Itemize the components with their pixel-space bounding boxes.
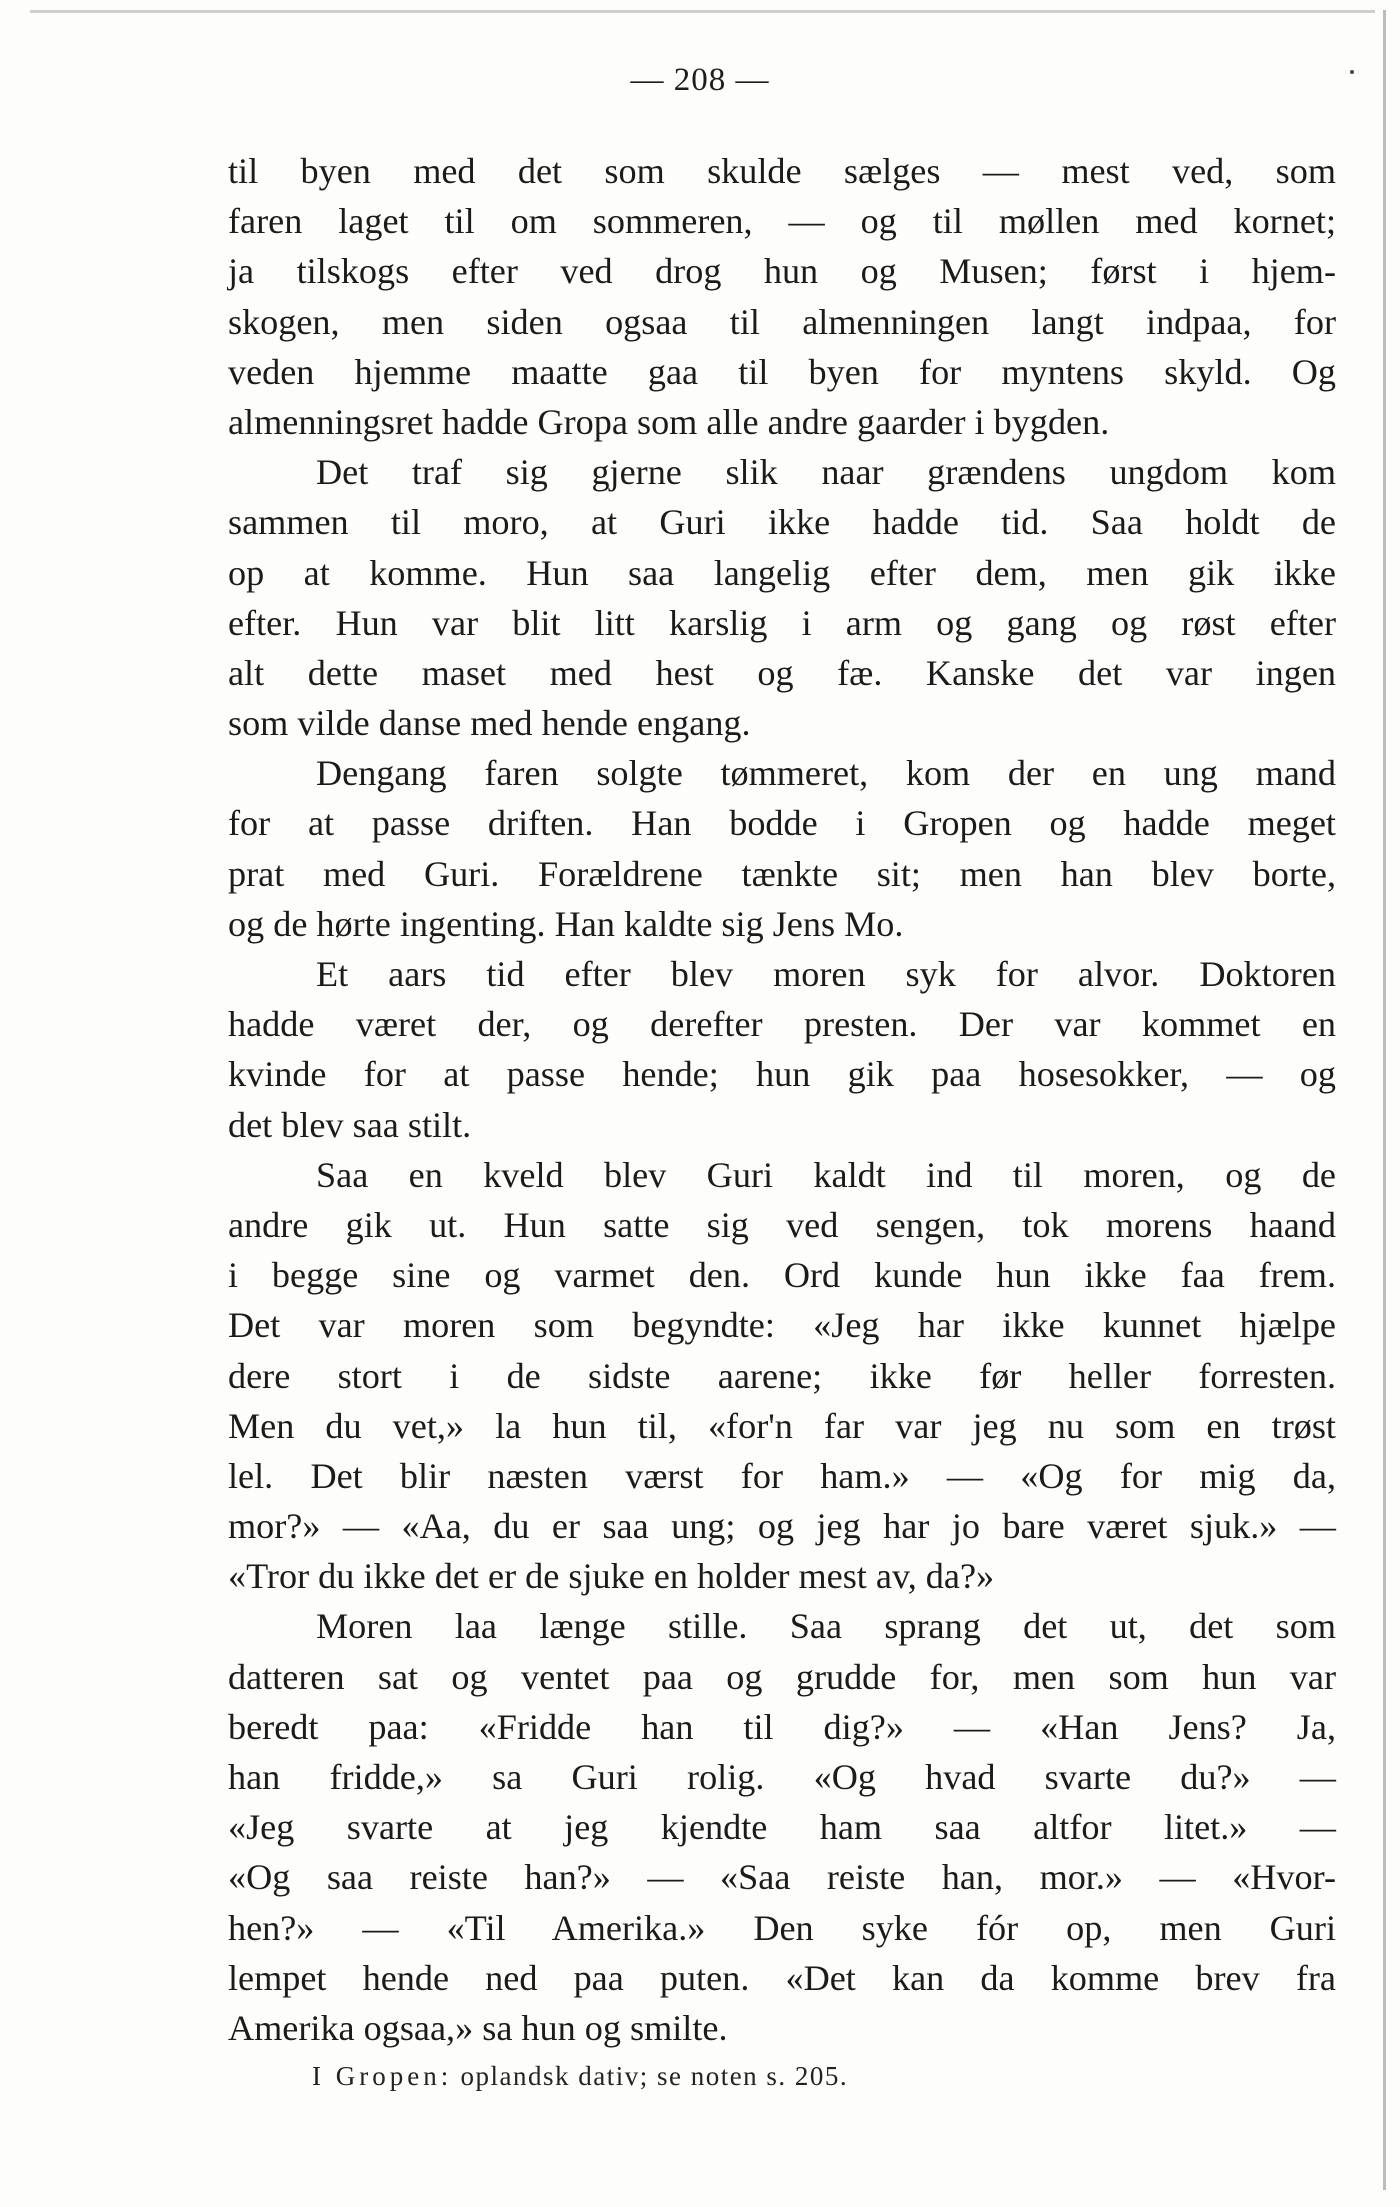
text-line: ja tilskogs efter ved drog hun og Musen; først i hjem-: [228, 251, 1336, 292]
text-line: Et aars tid efter blev moren syk for alvor. Doktoren: [316, 954, 1336, 994]
text-line: mor?» — «Aa, du er saa ung; og jeg har jo bare været sjuk.» —: [228, 1506, 1336, 1547]
text-line: faren laget til om sommeren, — og til møllen med kornet;: [228, 201, 1336, 242]
text-line: i begge sine og varmet den. Ord kunde hun ikke faa frem.: [228, 1255, 1336, 1296]
text-line: hadde været der, og derefter presten. Der var kommet en: [228, 1004, 1336, 1045]
text-line: andre gik ut. Hun satte sig ved sengen, tok morens haand: [228, 1204, 1336, 1245]
text-line: «Jeg svarte at jeg kjendte ham saa altfor litet.» —: [228, 1807, 1336, 1848]
text-line: og de hørte ingenting. Han kaldte sig Jens Mo.: [228, 903, 904, 944]
text-line: som vilde danse med hende engang.: [228, 703, 751, 744]
text-line: det blev saa stilt.: [228, 1104, 472, 1145]
text-line: dere stort i de sidste aarene; ikke før heller forresten.: [228, 1355, 1336, 1396]
text-line: til byen med det som skulde sælges — mest ved, som: [228, 151, 1336, 191]
text-line: hen?» — «Til Amerika.» Den syke fór op, men Guri: [228, 1907, 1336, 1948]
page-edge-right: [1383, 10, 1386, 2190]
text-line: «Tror du ikke det er de sjuke en holder mest av, da?»: [228, 1556, 995, 1597]
footnote-term: I Gropen:: [312, 2061, 453, 2091]
text-line: kvinde for at passe hende; hun gik paa hosesokker, — og: [228, 1054, 1336, 1095]
text-line: for at passe driften. Han bodde i Gropen og hadde meget: [228, 803, 1336, 844]
text-line: Moren laa længe stille. Saa sprang det ut, det som: [316, 1606, 1336, 1647]
text-line: han fridde,» sa Guri rolig. «Og hvad svarte du?» —: [228, 1757, 1336, 1797]
text-line: almenningsret hadde Gropa som alle andre gaarder i bygden.: [228, 401, 1110, 442]
text-line: efter. Hun var blit litt karslig i arm og gang og røst efter: [228, 602, 1336, 643]
text-line: veden hjemme maatte gaa til byen for myntens skyld. Og: [228, 351, 1336, 392]
text-line: lempet hende ned paa puten. «Det kan da komme brev fra: [228, 1957, 1336, 1998]
text-line: «Og saa reiste han?» — «Saa reiste han, mor.» — «Hvor-: [228, 1857, 1336, 1898]
text-line: datteren sat og ventet paa og grudde for, men som hun var: [228, 1656, 1336, 1697]
text-line: alt dette maset med hest og fæ. Kanske det var ingen: [228, 652, 1336, 693]
footnote: [312, 2061, 848, 2092]
text-line: Det traf sig gjerne slik naar grændens ungdom kom: [316, 452, 1336, 493]
text-line: Men du vet,» la hun til, «for'n far var jeg nu som en trøst: [228, 1405, 1336, 1446]
text-line: skogen, men siden ogsaa til almenningen langt indpaa, for: [228, 301, 1336, 342]
page-number: — 208 —: [630, 62, 770, 98]
text-line: Amerika ogsaa,» sa hun og smilte.: [228, 2007, 728, 2048]
text-line: lel. Det blir næsten værst for ham.» — «Og for mig da,: [228, 1455, 1336, 1496]
text-line: op at komme. Hun saa langelig efter dem, men gik ikke: [228, 552, 1336, 593]
text-line: prat med Guri. Forældrene tænkte sit; men han blev borte,: [228, 853, 1336, 894]
text-line: beredt paa: «Fridde han til dig?» — «Han Jens? Ja,: [228, 1706, 1336, 1747]
page-edge-top: [30, 10, 1375, 13]
text-line: Saa en kveld blev Guri kaldt ind til moren, og de: [316, 1154, 1336, 1195]
footnote-text: oplandsk dativ; se noten s. 205.: [460, 2061, 849, 2091]
text-line: Det var moren som begyndte: «Jeg har ikke kunnet hjælpe: [228, 1305, 1336, 1346]
body-text: [228, 146, 1336, 2053]
text-line: sammen til moro, at Guri ikke hadde tid. Saa holdt de: [228, 502, 1336, 543]
text-line: Dengang faren solgte tømmeret, kom der en ung mand: [316, 753, 1336, 794]
